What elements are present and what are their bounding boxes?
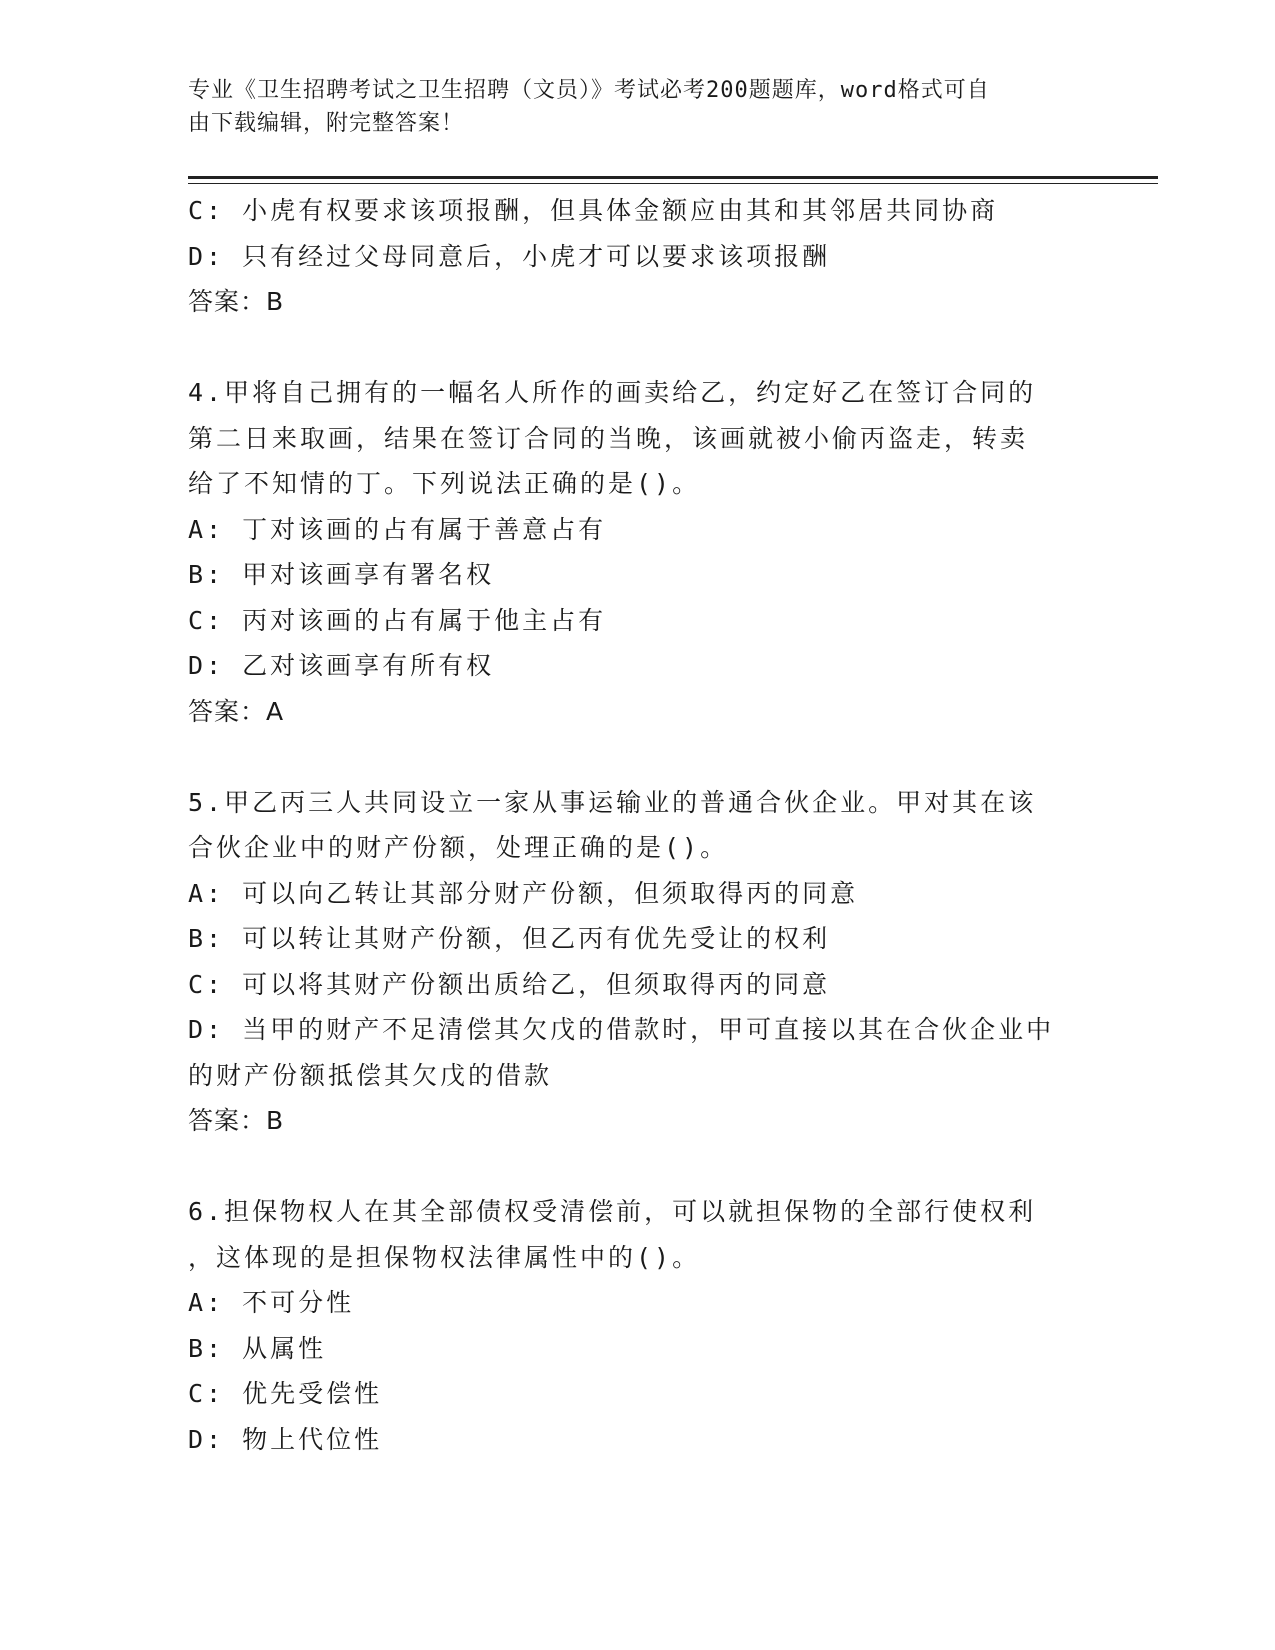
spacer	[188, 1144, 1088, 1190]
answer: 答案：B	[188, 1106, 285, 1135]
option-d: D: 当甲的财产不足清偿其欠戊的借款时，甲可直接以其在合伙企业中	[188, 1015, 1055, 1044]
option-b: B: 甲对该画享有署名权	[188, 560, 495, 589]
question-stem: 4.甲将自己拥有的一幅名人所作的画卖给乙，约定好乙在签订合同的	[188, 378, 1037, 407]
question-3-continued	[188, 188, 1088, 325]
option-a: A: 丁对该画的占有属于善意占有	[188, 514, 607, 544]
header-divider-thin	[188, 183, 1158, 184]
document-header	[188, 74, 1068, 140]
option-c: C: 可以将其财产份额出质给乙，但须取得丙的同意	[188, 969, 831, 999]
header-line-2: 由下载编辑，附完整答案！	[188, 111, 465, 136]
header-divider-thick	[188, 176, 1158, 179]
answer: 答案：A	[188, 696, 285, 726]
question-4	[188, 370, 1088, 734]
question-stem: 6.担保物权人在其全部债权受清偿前，可以就担保物的全部行使权利	[188, 1197, 1037, 1226]
question-stem: 第二日来取画，结果在签订合同的当晚，该画就被小偷丙盗走，转卖	[188, 423, 1029, 453]
option-d: D: 只有经过父母同意后，小虎才可以要求该项报酬	[188, 241, 831, 271]
question-stem: ，这体现的是担保物权法律属性中的()。	[188, 1242, 701, 1272]
question-stem: 5.甲乙丙三人共同设立一家从事运输业的普通合伙企业。甲对其在该	[188, 787, 1037, 817]
question-6	[188, 1189, 1088, 1462]
option-d-continued: 的财产份额抵偿其欠戊的借款	[188, 1060, 553, 1090]
question-list	[188, 188, 1088, 1462]
option-b: B: 从属性	[188, 1333, 327, 1363]
option-c: C: 丙对该画的占有属于他主占有	[188, 605, 607, 635]
header-line-1: 专业《卫生招聘考试之卫生招聘（文员）》考试必考200题题库，word格式可自	[188, 78, 990, 103]
option-c: C: 小虎有权要求该项报酬，但具体金额应由其和其邻居共同协商	[188, 196, 999, 225]
question-stem: 给了不知情的丁。下列说法正确的是()。	[188, 469, 701, 498]
option-d: D: 物上代位性	[188, 1424, 383, 1454]
option-b: B: 可以转让其财产份额，但乙丙有优先受让的权利	[188, 924, 831, 953]
option-a: A: 不可分性	[188, 1288, 355, 1317]
question-5	[188, 780, 1088, 1144]
question-stem: 合伙企业中的财产份额，处理正确的是()。	[188, 833, 729, 862]
option-a: A: 可以向乙转让其部分财产份额，但须取得丙的同意	[188, 878, 859, 908]
option-d: D: 乙对该画享有所有权	[188, 651, 495, 680]
spacer	[188, 325, 1088, 371]
option-c: C: 优先受偿性	[188, 1379, 383, 1408]
answer: 答案：B	[188, 287, 285, 316]
spacer	[188, 734, 1088, 780]
